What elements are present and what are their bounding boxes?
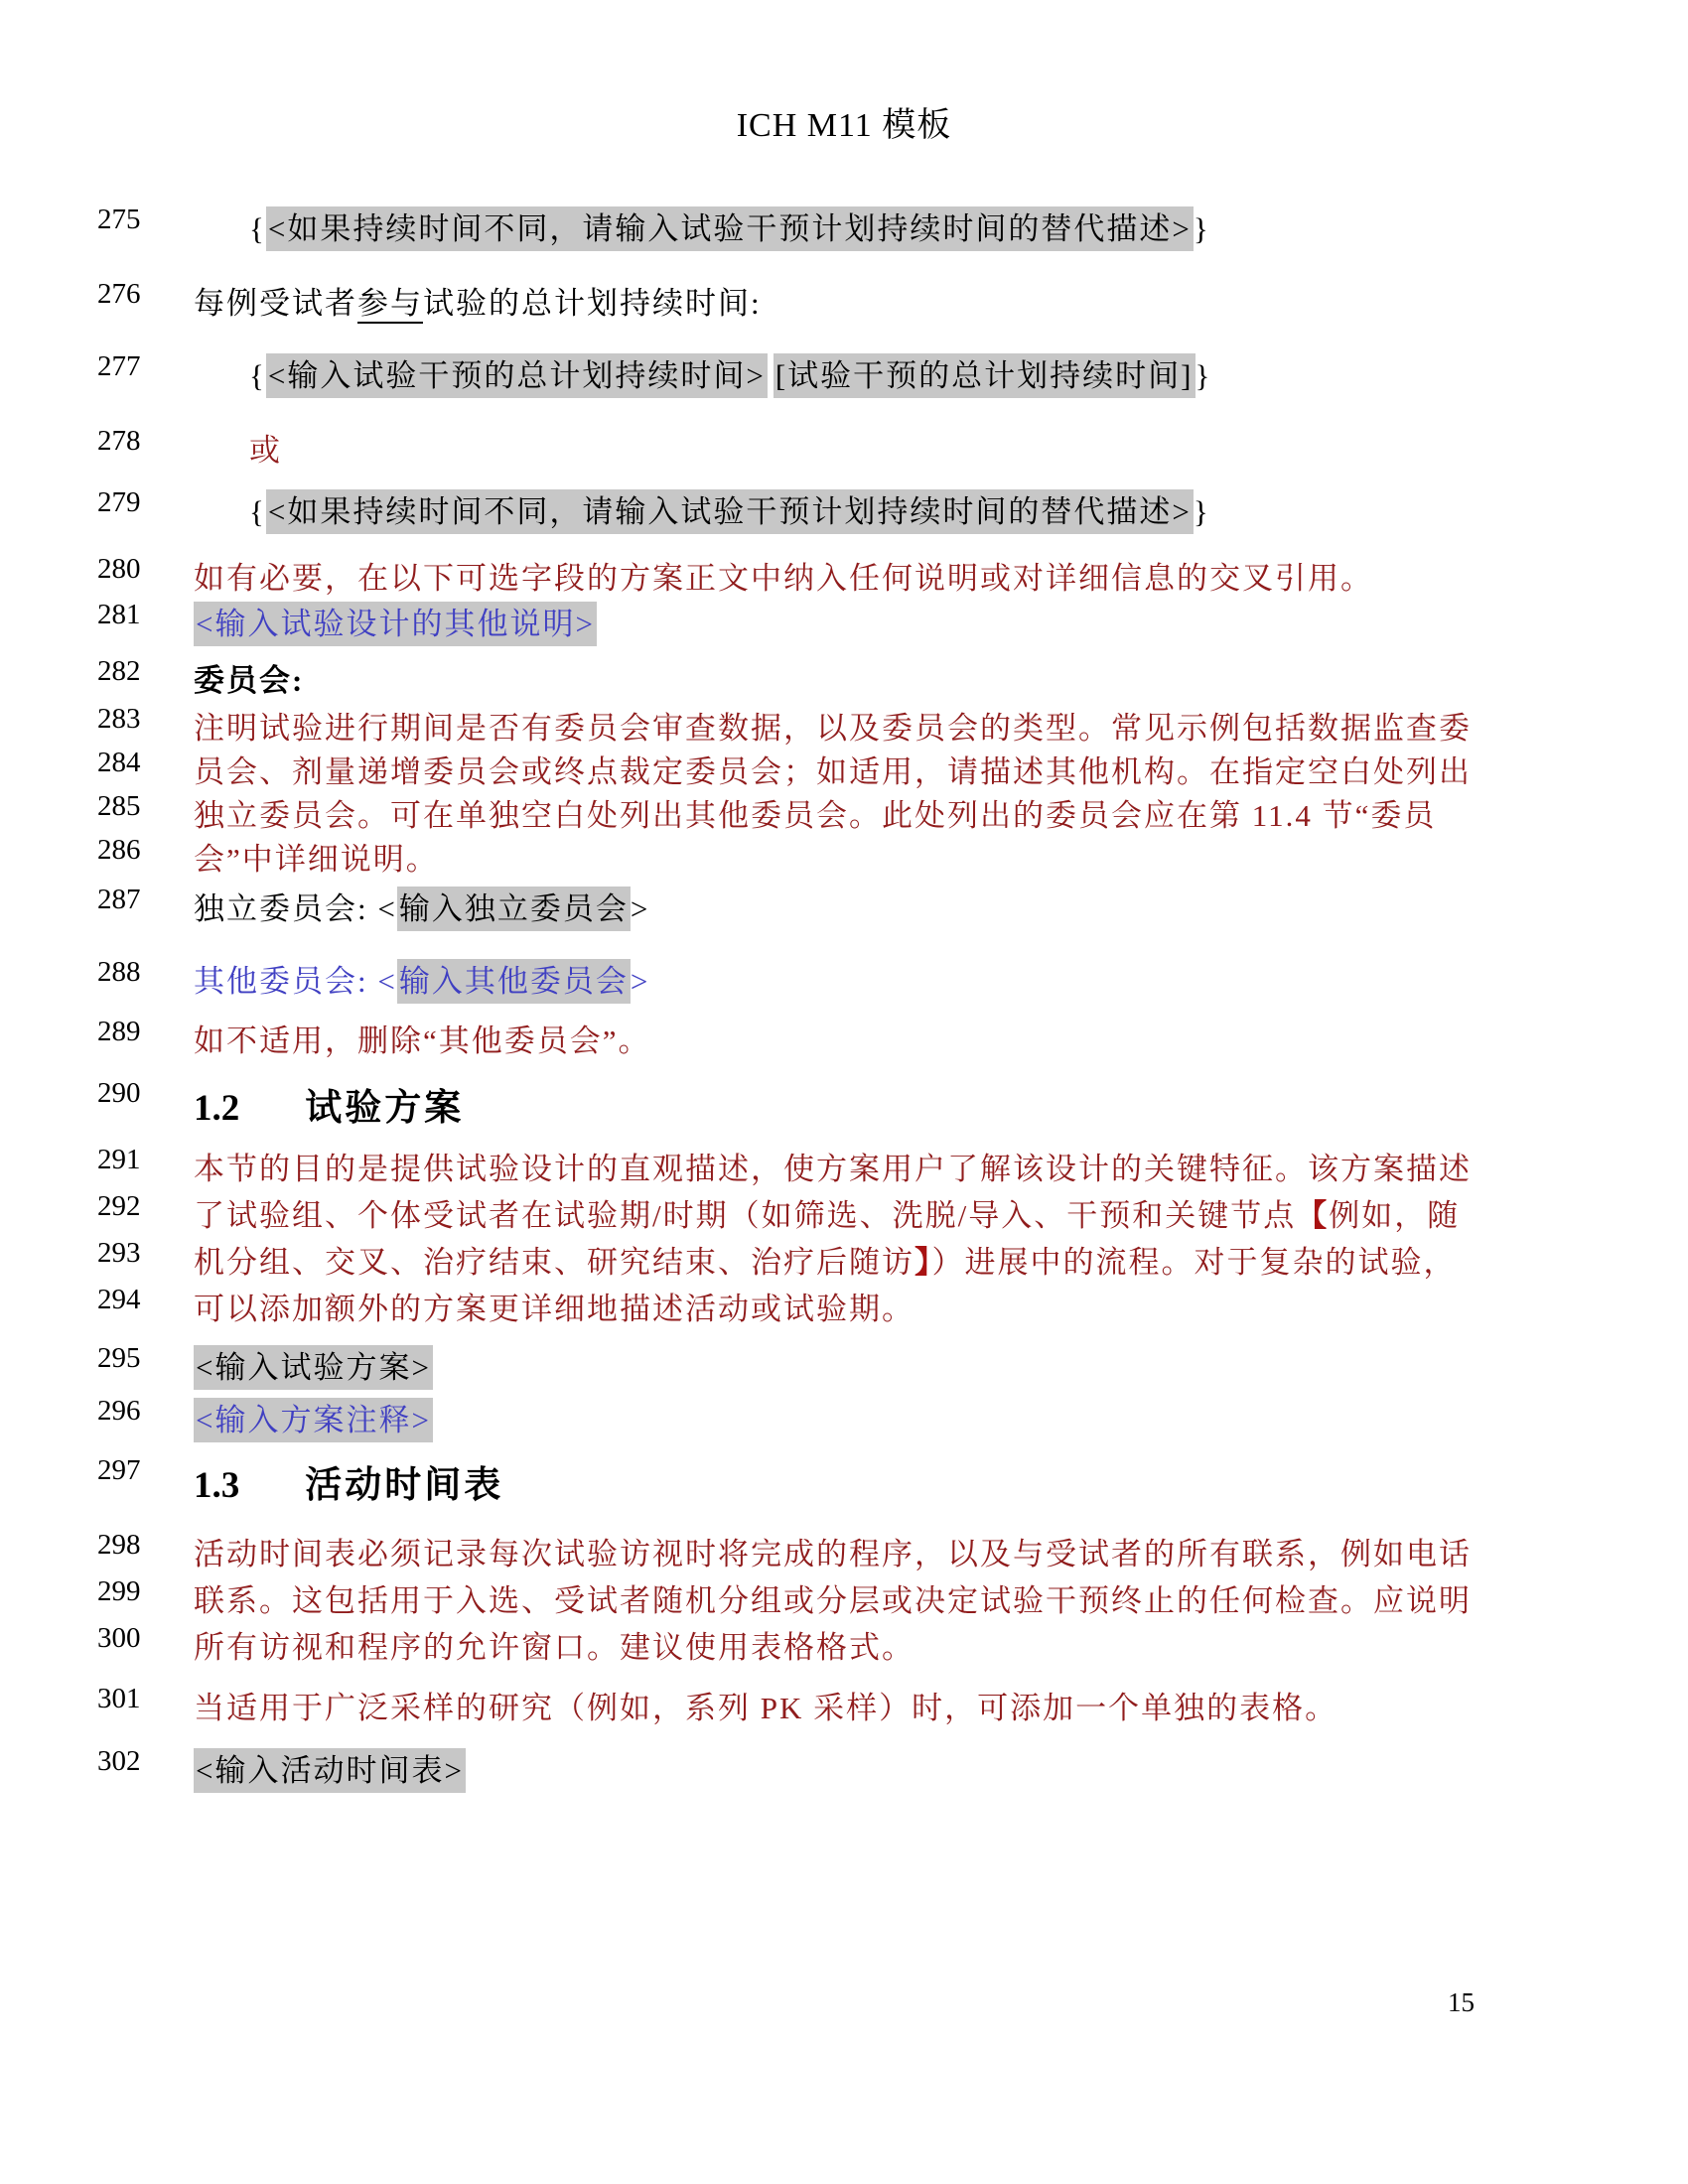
document-line xyxy=(0,655,1688,705)
line-text xyxy=(194,1745,466,1790)
page-number: 15 xyxy=(1448,1987,1475,2017)
text-segment: } xyxy=(1195,358,1212,393)
text-segment: 独立委员会。可在单独空白处列出其他委员会。此处列出的委员会应在第 11.4 节“委员 xyxy=(194,798,1437,833)
document-line xyxy=(0,884,1688,933)
document-line xyxy=(0,425,1688,475)
line-text xyxy=(249,425,282,470)
text-segment: 例如，随 xyxy=(1329,1198,1461,1233)
line-number: 275 xyxy=(97,204,141,235)
document-line xyxy=(0,1342,1688,1392)
text-segment: 如不适用，删除“其他委员会”。 xyxy=(194,1024,651,1058)
line-number: 287 xyxy=(97,884,141,915)
line-number: 283 xyxy=(97,703,141,735)
document-line xyxy=(0,703,1688,752)
text-segment: 联系。这包括用于入选、受试者随机分组或分层或决定试验干预终止的任何检查。应说明 xyxy=(194,1583,1472,1618)
line-text xyxy=(194,599,597,643)
placeholder-field: 输入独立委员会 xyxy=(397,887,631,931)
line-text xyxy=(194,790,1436,835)
placeholder-field: <输入方案注释> xyxy=(194,1398,433,1442)
line-text xyxy=(194,703,1472,748)
line-number: 291 xyxy=(97,1144,141,1175)
text-segment: 】 xyxy=(914,1245,932,1280)
text-segment: 1.3 xyxy=(194,1465,240,1506)
document-line xyxy=(0,747,1688,796)
line-number: 278 xyxy=(97,425,141,457)
line-text xyxy=(194,1342,433,1387)
document-line xyxy=(0,834,1688,884)
section-heading xyxy=(194,1454,503,1508)
document-line xyxy=(0,553,1688,603)
text-segment: ）进展中的流程。对于复杂的试验， xyxy=(931,1245,1457,1280)
line-text xyxy=(194,1575,1472,1620)
placeholder-field: <如果持续时间不同，请输入试验干预计划持续时间的替代描述> xyxy=(266,206,1194,251)
line-text xyxy=(194,553,1373,598)
line-number: 295 xyxy=(97,1342,141,1374)
text-segment: 每例受试者 xyxy=(194,286,357,321)
text-segment: { xyxy=(249,358,266,393)
line-text xyxy=(249,204,1210,248)
document-line xyxy=(0,1190,1688,1240)
text-segment: 可以添加额外的方案更详细地描述活动或试验期。 xyxy=(194,1292,914,1326)
text-segment: 其他委员会: < xyxy=(194,964,397,999)
text-segment: 如有必要，在以下可选字段的方案正文中纳入任何说明或对详细信息的交叉引用。 xyxy=(194,561,1373,596)
line-text xyxy=(249,486,1210,531)
document-line xyxy=(0,486,1688,536)
line-number: 300 xyxy=(97,1622,141,1654)
line-number: 302 xyxy=(97,1745,141,1777)
line-number: 293 xyxy=(97,1237,141,1269)
line-number: 290 xyxy=(97,1077,141,1109)
line-text xyxy=(194,1683,1337,1727)
text-segment: 【 xyxy=(1296,1198,1330,1233)
line-text xyxy=(194,1237,1457,1282)
document-line xyxy=(0,599,1688,648)
section-heading xyxy=(194,1077,464,1131)
document-line xyxy=(0,1575,1688,1625)
line-number: 292 xyxy=(97,1190,141,1222)
line-text xyxy=(194,278,762,323)
line-text xyxy=(249,350,1211,395)
placeholder-field: <输入活动时间表> xyxy=(194,1748,466,1793)
line-number: 294 xyxy=(97,1284,141,1315)
text-segment: 注明试验进行期间是否有委员会审查数据，以及委员会的类型。常见示例包括数据监查委 xyxy=(194,711,1472,746)
text-segment: { xyxy=(249,211,266,246)
text-segment: 会”中详细说明。 xyxy=(194,842,439,877)
line-text xyxy=(194,1529,1472,1573)
line-number: 280 xyxy=(97,553,141,585)
line-number: 279 xyxy=(97,486,141,518)
line-number: 276 xyxy=(97,278,141,310)
line-number: 297 xyxy=(97,1454,141,1486)
text-segment: 1.2 xyxy=(194,1088,240,1129)
line-text xyxy=(194,834,439,879)
document-line xyxy=(0,1237,1688,1287)
line-number: 285 xyxy=(97,790,141,822)
document-line xyxy=(0,1284,1688,1333)
document-line xyxy=(0,278,1688,328)
placeholder-field: [试验干预的总计划持续时间] xyxy=(774,353,1196,398)
document-line xyxy=(0,1395,1688,1444)
text-segment: 活动时间表必须记录每次试验访视时将完成的程序，以及与受试者的所有联系，例如电话 xyxy=(194,1537,1472,1571)
line-text xyxy=(194,655,304,700)
text-segment: > xyxy=(630,891,650,926)
line-number: 277 xyxy=(97,350,141,382)
text-segment: } xyxy=(1193,494,1210,529)
text-segment: 或 xyxy=(249,433,282,468)
placeholder-field: <输入试验干预的总计划持续时间> xyxy=(266,353,768,398)
placeholder-field: <如果持续时间不同，请输入试验干预计划持续时间的替代描述> xyxy=(266,489,1194,534)
text-segment: 当适用于广泛采样的研究（例如，系列 PK 采样）时，可添加一个单独的表格。 xyxy=(194,1691,1338,1725)
line-text xyxy=(194,884,649,928)
text-segment: 独立委员会: < xyxy=(194,891,397,926)
document-line xyxy=(0,1529,1688,1578)
text-segment: { xyxy=(249,494,266,529)
line-text xyxy=(194,1622,914,1667)
line-text xyxy=(194,1016,651,1060)
text-segment: 员会、剂量递增委员会或终点裁定委员会；如适用，请描述其他机构。在指定空白处列出 xyxy=(194,754,1472,789)
document-line xyxy=(0,1745,1688,1795)
line-number: 286 xyxy=(97,834,141,866)
line-text xyxy=(194,1395,433,1439)
line-number: 289 xyxy=(97,1016,141,1047)
placeholder-field: <输入试验方案> xyxy=(194,1345,433,1390)
line-number: 288 xyxy=(97,956,141,988)
text-segment: 参与 xyxy=(357,286,423,324)
line-text xyxy=(194,956,649,1001)
line-number: 284 xyxy=(97,747,141,778)
placeholder-field: <输入试验设计的其他说明> xyxy=(194,602,597,646)
document-line xyxy=(0,1016,1688,1065)
document-header-title: ICH M11 模板 xyxy=(736,107,952,144)
text-segment: 本节的目的是提供试验设计的直观描述，使方案用户了解该设计的关键特征。该方案描述 xyxy=(194,1152,1472,1186)
line-number: 281 xyxy=(97,599,141,630)
text-segment: 所有访视和程序的允许窗口。建议使用表格格式。 xyxy=(194,1630,914,1665)
document-line xyxy=(0,1144,1688,1193)
text-segment: > xyxy=(630,964,650,999)
document-line xyxy=(0,1683,1688,1732)
line-number: 282 xyxy=(97,655,141,687)
document-line xyxy=(0,350,1688,400)
line-number: 298 xyxy=(97,1529,141,1561)
text-segment: 了试验组、个体受试者在试验期/时期（如筛选、洗脱/导入、干预和关键节点 xyxy=(194,1198,1297,1233)
line-number: 296 xyxy=(97,1395,141,1427)
section-heading-row xyxy=(0,1077,1688,1127)
text-segment: 试验的总计划持续时间: xyxy=(423,286,762,321)
document-line xyxy=(0,956,1688,1006)
document-line xyxy=(0,790,1688,840)
line-text xyxy=(194,1284,914,1328)
text-segment: 活动时间表 xyxy=(305,1465,504,1506)
line-number: 299 xyxy=(97,1575,141,1607)
placeholder-field: 输入其他委员会 xyxy=(397,959,631,1004)
document-line xyxy=(0,204,1688,253)
document-line xyxy=(0,1622,1688,1672)
text-segment: 委员会: xyxy=(194,663,305,698)
section-heading-row xyxy=(0,1454,1688,1504)
text-segment: 机分组、交叉、治疗结束、研究结束、治疗后随访 xyxy=(194,1245,914,1280)
line-text xyxy=(194,1144,1472,1188)
text-segment: } xyxy=(1193,211,1210,246)
line-number: 301 xyxy=(97,1683,141,1714)
line-text xyxy=(194,747,1472,791)
text-segment: 试验方案 xyxy=(305,1088,465,1129)
line-text xyxy=(194,1190,1460,1235)
